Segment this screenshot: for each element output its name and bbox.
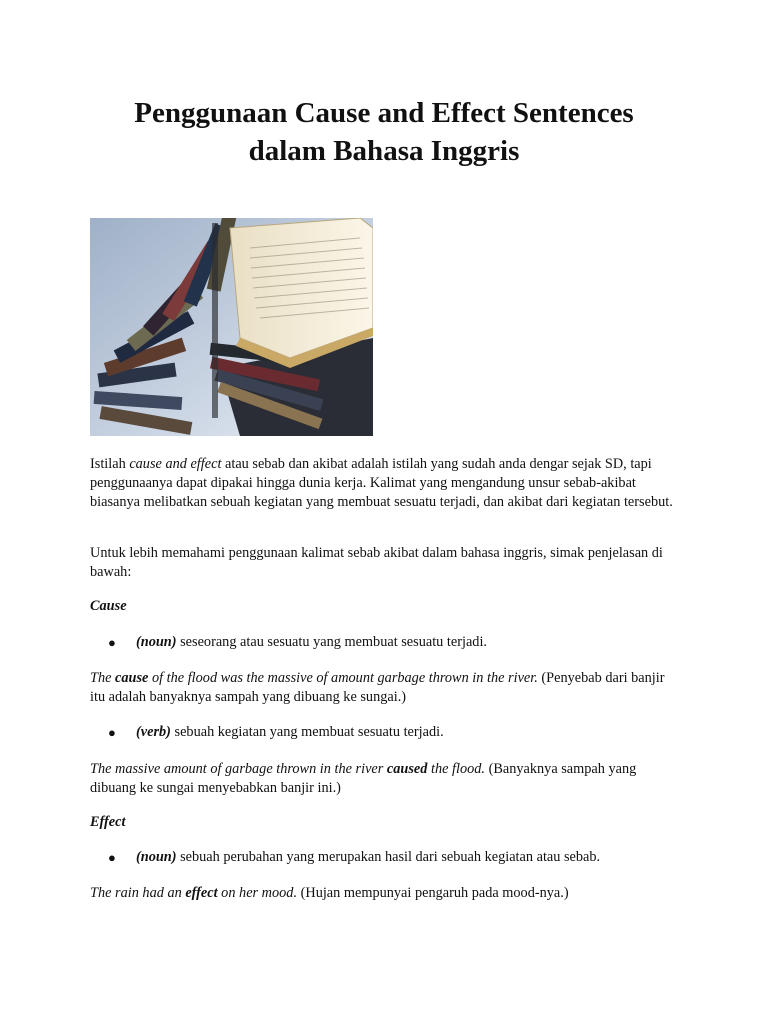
title-line-2: dalam Bahasa Inggris <box>248 135 520 167</box>
intro-paragraph-1: Istilah cause and effect atau sebab dan akibat adalah istilah yang sudah anda dengar sejak SD, tapi penggunaanya dapat dipakai hingga dunia kerja. Kalimat yang mengandung unsur sebab-akibat biasanya melibatkan sebuah kegiatan yang membuat sesuatu terjadi, dan akibat dari kegiatan tersebut. <box>90 456 673 510</box>
list-item: ● (noun) sebuah perubahan yang merupakan hasil dari sebuah kegiatan atau sebab. <box>108 849 601 865</box>
list-item: ● (verb) sebuah kegiatan yang membuat sesuatu terjadi. <box>108 724 444 740</box>
example-effect-noun: The rain had an effect on her mood. (Hujan mempunyai pengaruh pada mood-nya.) <box>90 885 569 901</box>
heading-effect: Effect <box>90 814 126 830</box>
heading-cause: Cause <box>90 598 127 614</box>
books-spiral-image <box>90 218 373 436</box>
title-line-1: Penggunaan Cause and Effect Sentences <box>134 97 634 129</box>
example-cause-noun: The cause of the flood was the massive of amount garbage thrown in the river. (Penyebab dari banjir itu adalah banyaknya sampah yang dibuang ke sungai.) <box>90 670 665 705</box>
bullet-icon: ● <box>108 635 116 650</box>
example-cause-verb: The massive amount of garbage thrown in the river caused the flood. (Banyaknya sampah yang dibuang ke sungai menyebabkan banjir ini.) <box>90 761 637 796</box>
bullet-icon: ● <box>108 850 116 865</box>
list-item: ● (noun) seseorang atau sesuatu yang membuat sesuatu terjadi. <box>108 634 487 650</box>
intro-paragraph-2: Untuk lebih memahami penggunaan kalimat sebab akibat dalam bahasa inggris, simak penjelasan di bawah: <box>90 545 663 580</box>
page-title <box>60 94 708 170</box>
term-cause-and-effect: cause and effect <box>129 456 222 472</box>
bullet-icon: ● <box>108 725 116 740</box>
